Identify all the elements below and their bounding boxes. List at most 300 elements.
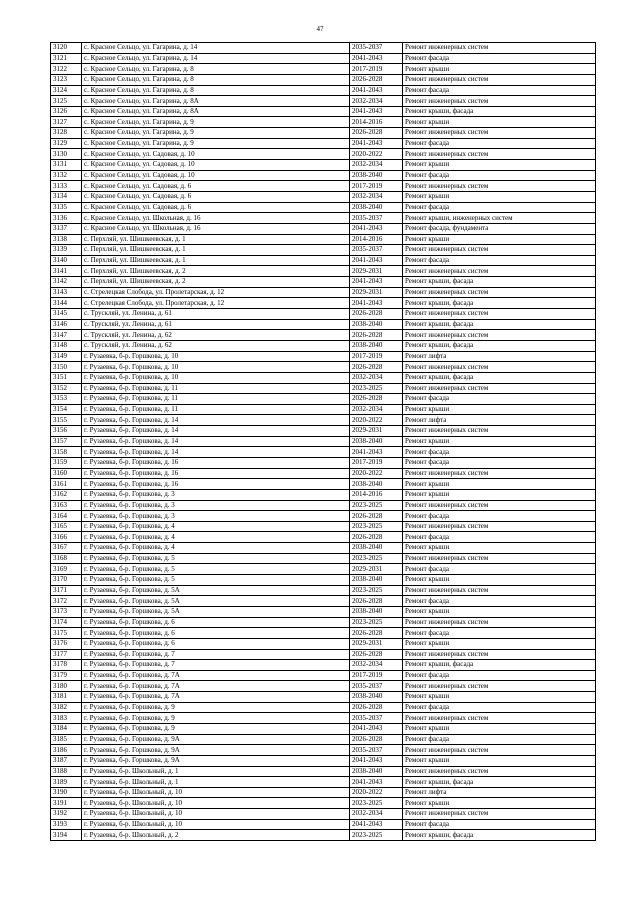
- table-row: [51, 149, 596, 160]
- period-cell: 2038-2040: [350, 319, 403, 330]
- row-number-cell: 3187: [51, 755, 82, 766]
- table-row: [51, 681, 596, 692]
- address-cell: г. Рузаевка, б-р. Горшкова, д. 9А: [82, 745, 350, 756]
- work-type-cell: Ремонт фасада: [403, 138, 596, 149]
- table-row: [51, 213, 596, 224]
- table-row: [51, 170, 596, 181]
- address-cell: с. Красное Сельцо, ул. Садовая, д. 6: [82, 181, 350, 192]
- work-type-cell: Ремонт инженерных систем: [403, 96, 596, 107]
- table-row: [51, 191, 596, 202]
- table-row: [51, 489, 596, 500]
- period-cell: 2023-2025: [350, 585, 403, 596]
- period-cell: 2026-2028: [350, 596, 403, 607]
- period-cell: 2041-2043: [350, 277, 403, 288]
- row-number-cell: 3133: [51, 181, 82, 192]
- row-number-cell: 3177: [51, 649, 82, 660]
- work-type-cell: Ремонт инженерных систем: [403, 149, 596, 160]
- address-cell: г. Рузаевка, б-р. Школьный, д. 1: [82, 766, 350, 777]
- row-number-cell: 3183: [51, 713, 82, 724]
- table-row: [51, 564, 596, 575]
- work-type-cell: Ремонт фасада: [403, 564, 596, 575]
- work-type-cell: Ремонт крыши: [403, 798, 596, 809]
- work-type-cell: Ремонт крыши: [403, 606, 596, 617]
- row-number-cell: 3148: [51, 340, 82, 351]
- table-row: [51, 713, 596, 724]
- address-cell: с. Красное Сельцо, ул. Гагарина, д. 8А: [82, 106, 350, 117]
- row-number-cell: 3131: [51, 160, 82, 171]
- row-number-cell: 3176: [51, 638, 82, 649]
- work-type-cell: Ремонт фасада: [403, 670, 596, 681]
- row-number-cell: 3137: [51, 223, 82, 234]
- period-cell: 2041-2043: [350, 138, 403, 149]
- work-type-cell: Ремонт фасада: [403, 170, 596, 181]
- work-type-cell: Ремонт фасада: [403, 819, 596, 830]
- address-cell: г. Рузаевка, б-р. Горшкова, д. 9: [82, 702, 350, 713]
- row-number-cell: 3181: [51, 692, 82, 703]
- row-number-cell: 3120: [51, 43, 82, 54]
- work-type-cell: Ремонт крыши, инженерных систем: [403, 213, 596, 224]
- table-row: [51, 202, 596, 213]
- period-cell: 2038-2040: [350, 340, 403, 351]
- table-row: [51, 809, 596, 820]
- table-row: [51, 447, 596, 458]
- address-cell: г. Рузаевка, б-р. Горшкова, д. 10: [82, 351, 350, 362]
- period-cell: 2026-2028: [350, 74, 403, 85]
- address-cell: с. Перхляй, ул. Шишкеевская, д. 2: [82, 266, 350, 277]
- row-number-cell: 3147: [51, 330, 82, 341]
- address-cell: г. Рузаевка, б-р. Горшкова, д. 11: [82, 383, 350, 394]
- table-row: [51, 266, 596, 277]
- row-number-cell: 3140: [51, 255, 82, 266]
- period-cell: 2032-2034: [350, 809, 403, 820]
- row-number-cell: 3123: [51, 74, 82, 85]
- period-cell: 2035-2037: [350, 245, 403, 256]
- period-cell: 2041-2043: [350, 53, 403, 64]
- work-type-cell: Ремонт лифта: [403, 787, 596, 798]
- period-cell: 2038-2040: [350, 766, 403, 777]
- period-cell: 2026-2028: [350, 734, 403, 745]
- address-cell: г. Рузаевка, б-р. Горшкова, д. 6: [82, 628, 350, 639]
- row-number-cell: 3182: [51, 702, 82, 713]
- table-row: [51, 692, 596, 703]
- row-number-cell: 3190: [51, 787, 82, 798]
- table-row: [51, 234, 596, 245]
- period-cell: 2023-2025: [350, 830, 403, 841]
- address-cell: г. Рузаевка, б-р. Школьный, д. 10: [82, 809, 350, 820]
- work-type-cell: Ремонт фасада: [403, 596, 596, 607]
- work-type-cell: Ремонт инженерных систем: [403, 500, 596, 511]
- period-cell: 2038-2040: [350, 202, 403, 213]
- table-row: [51, 766, 596, 777]
- row-number-cell: 3185: [51, 734, 82, 745]
- address-cell: г. Рузаевка, б-р. Горшкова, д. 9А: [82, 734, 350, 745]
- row-number-cell: 3126: [51, 106, 82, 117]
- period-cell: 2038-2040: [350, 543, 403, 554]
- row-number-cell: 3142: [51, 277, 82, 288]
- work-type-cell: Ремонт крыши: [403, 404, 596, 415]
- row-number-cell: 3145: [51, 309, 82, 320]
- address-cell: с. Трускляй, ул. Ленина, д. 61: [82, 309, 350, 320]
- address-cell: г. Рузаевка, б-р. Горшкова, д. 14: [82, 426, 350, 437]
- work-type-cell: Ремонт крыши, фасада: [403, 830, 596, 841]
- table-row: [51, 330, 596, 341]
- address-cell: г. Рузаевка, б-р. Горшкова, д. 7А: [82, 681, 350, 692]
- work-type-cell: Ремонт инженерных систем: [403, 287, 596, 298]
- address-cell: г. Рузаевка, б-р. Школьный, д. 10: [82, 819, 350, 830]
- address-cell: г. Рузаевка, б-р. Школьный, д. 10: [82, 787, 350, 798]
- work-type-cell: Ремонт инженерных систем: [403, 713, 596, 724]
- address-cell: с. Красное Сельцо, ул. Садовая, д. 10: [82, 160, 350, 171]
- table-row: [51, 181, 596, 192]
- row-number-cell: 3144: [51, 298, 82, 309]
- address-cell: г. Рузаевка, б-р. Горшкова, д. 9: [82, 724, 350, 735]
- period-cell: 2026-2028: [350, 649, 403, 660]
- table-row: [51, 106, 596, 117]
- address-cell: г. Рузаевка, б-р. Горшкова, д. 3: [82, 511, 350, 522]
- table-row: [51, 117, 596, 128]
- period-cell: 2038-2040: [350, 606, 403, 617]
- work-type-cell: Ремонт инженерных систем: [403, 585, 596, 596]
- table-row: [51, 553, 596, 564]
- period-cell: 2029-2031: [350, 266, 403, 277]
- period-cell: 2026-2028: [350, 330, 403, 341]
- table-row: [51, 372, 596, 383]
- period-cell: 2023-2025: [350, 500, 403, 511]
- address-cell: с. Перхляй, ул. Шишкеевская, д. 2: [82, 277, 350, 288]
- table-row: [51, 819, 596, 830]
- row-number-cell: 3129: [51, 138, 82, 149]
- address-cell: с. Красное Сельцо, ул. Школьная, д. 16: [82, 213, 350, 224]
- address-cell: г. Рузаевка, б-р. Горшкова, д. 5: [82, 564, 350, 575]
- table-row: [51, 670, 596, 681]
- table-row: [51, 755, 596, 766]
- work-type-cell: Ремонт крыши: [403, 575, 596, 586]
- table-row: [51, 798, 596, 809]
- period-cell: 2041-2043: [350, 755, 403, 766]
- address-cell: г. Рузаевка, б-р. Горшкова, д. 5: [82, 553, 350, 564]
- work-type-cell: Ремонт инженерных систем: [403, 245, 596, 256]
- period-cell: 2023-2025: [350, 383, 403, 394]
- row-number-cell: 3156: [51, 426, 82, 437]
- work-type-cell: Ремонт фасада: [403, 447, 596, 458]
- table-row: [51, 702, 596, 713]
- period-cell: 2029-2031: [350, 564, 403, 575]
- table-row: [51, 479, 596, 490]
- work-type-cell: Ремонт инженерных систем: [403, 43, 596, 54]
- period-cell: 2014-2016: [350, 117, 403, 128]
- row-number-cell: 3173: [51, 606, 82, 617]
- work-type-cell: Ремонт крыши: [403, 543, 596, 554]
- period-cell: 2038-2040: [350, 170, 403, 181]
- work-type-cell: Ремонт инженерных систем: [403, 330, 596, 341]
- work-type-cell: Ремонт инженерных систем: [403, 426, 596, 437]
- table-row: [51, 830, 596, 841]
- period-cell: 2026-2028: [350, 309, 403, 320]
- row-number-cell: 3121: [51, 53, 82, 64]
- row-number-cell: 3143: [51, 287, 82, 298]
- row-number-cell: 3169: [51, 564, 82, 575]
- table-row: [51, 777, 596, 788]
- period-cell: 2026-2028: [350, 628, 403, 639]
- address-cell: с. Красное Сельцо, ул. Садовая, д. 10: [82, 170, 350, 181]
- address-cell: г. Рузаевка, б-р. Горшкова, д. 11: [82, 394, 350, 405]
- address-cell: г. Рузаевка, б-р. Горшкова, д. 10: [82, 372, 350, 383]
- address-cell: г. Рузаевка, б-р. Горшкова, д. 9: [82, 713, 350, 724]
- table-row: [51, 617, 596, 628]
- period-cell: 2026-2028: [350, 394, 403, 405]
- row-number-cell: 3165: [51, 521, 82, 532]
- period-cell: 2026-2028: [350, 702, 403, 713]
- address-cell: г. Рузаевка, б-р. Горшкова, д. 7: [82, 649, 350, 660]
- work-type-cell: Ремонт лифта: [403, 351, 596, 362]
- table-row: [51, 245, 596, 256]
- row-number-cell: 3179: [51, 670, 82, 681]
- work-type-cell: Ремонт инженерных систем: [403, 649, 596, 660]
- period-cell: 2017-2019: [350, 670, 403, 681]
- work-type-cell: Ремонт крыши, фасада: [403, 372, 596, 383]
- work-type-cell: Ремонт крыши: [403, 234, 596, 245]
- address-cell: с. Красное Сельцо, ул. Гагарина, д. 14: [82, 43, 350, 54]
- address-cell: г. Рузаевка, б-р. Горшкова, д. 9А: [82, 755, 350, 766]
- table-row: [51, 160, 596, 171]
- table-row: [51, 85, 596, 96]
- period-cell: 2032-2034: [350, 372, 403, 383]
- table-row: [51, 138, 596, 149]
- period-cell: 2017-2019: [350, 64, 403, 75]
- table-row: [51, 724, 596, 735]
- row-number-cell: 3153: [51, 394, 82, 405]
- address-cell: с. Красное Сельцо, ул. Школьная, д. 16: [82, 223, 350, 234]
- row-number-cell: 3166: [51, 532, 82, 543]
- table-row: [51, 585, 596, 596]
- address-cell: с. Красное Сельцо, ул. Гагарина, д. 8: [82, 85, 350, 96]
- row-number-cell: 3136: [51, 213, 82, 224]
- address-cell: г. Рузаевка, б-р. Школьный, д. 2: [82, 830, 350, 841]
- period-cell: 2023-2025: [350, 521, 403, 532]
- table-row: [51, 415, 596, 426]
- period-cell: 2017-2019: [350, 457, 403, 468]
- period-cell: 2026-2028: [350, 532, 403, 543]
- table-row: [51, 383, 596, 394]
- row-number-cell: 3122: [51, 64, 82, 75]
- work-type-cell: Ремонт инженерных систем: [403, 681, 596, 692]
- address-cell: с. Красное Сельцо, ул. Гагарина, д. 14: [82, 53, 350, 64]
- address-cell: г. Рузаевка, б-р. Школьный, д. 1: [82, 777, 350, 788]
- table-row: [51, 255, 596, 266]
- work-type-cell: Ремонт инженерных систем: [403, 809, 596, 820]
- work-type-cell: Ремонт крыши: [403, 479, 596, 490]
- row-number-cell: 3192: [51, 809, 82, 820]
- row-number-cell: 3127: [51, 117, 82, 128]
- address-cell: с. Красное Сельцо, ул. Гагарина, д. 9: [82, 138, 350, 149]
- period-cell: 2017-2019: [350, 351, 403, 362]
- table-row: [51, 298, 596, 309]
- work-type-cell: Ремонт крыши: [403, 638, 596, 649]
- period-cell: 2032-2034: [350, 160, 403, 171]
- work-type-cell: Ремонт крыши, фасада: [403, 319, 596, 330]
- row-number-cell: 3188: [51, 766, 82, 777]
- work-type-cell: Ремонт крыши, фасада: [403, 660, 596, 671]
- period-cell: 2026-2028: [350, 511, 403, 522]
- table-row: [51, 649, 596, 660]
- address-cell: с. Красное Сельцо, ул. Гагарина, д. 9: [82, 117, 350, 128]
- period-cell: 2032-2034: [350, 191, 403, 202]
- table-row: [51, 394, 596, 405]
- work-type-cell: Ремонт фасада: [403, 394, 596, 405]
- work-type-cell: Ремонт крыши: [403, 692, 596, 703]
- address-cell: г. Рузаевка, б-р. Горшкова, д. 6: [82, 638, 350, 649]
- repair-schedule-table: [50, 42, 596, 841]
- table-row: [51, 53, 596, 64]
- address-cell: с. Красное Сельцо, ул. Садовая, д. 10: [82, 149, 350, 160]
- address-cell: с. Красное Сельцо, ул. Садовая, д. 6: [82, 191, 350, 202]
- row-number-cell: 3189: [51, 777, 82, 788]
- table-row: [51, 660, 596, 671]
- address-cell: г. Рузаевка, б-р. Горшкова, д. 7А: [82, 670, 350, 681]
- address-cell: с. Красное Сельцо, ул. Гагарина, д. 9: [82, 128, 350, 139]
- work-type-cell: Ремонт инженерных систем: [403, 766, 596, 777]
- period-cell: 2035-2037: [350, 745, 403, 756]
- work-type-cell: Ремонт фасада: [403, 53, 596, 64]
- work-type-cell: Ремонт крыши: [403, 489, 596, 500]
- address-cell: г. Рузаевка, б-р. Горшкова, д. 4: [82, 532, 350, 543]
- row-number-cell: 3178: [51, 660, 82, 671]
- address-cell: г. Рузаевка, б-р. Горшкова, д. 3: [82, 489, 350, 500]
- table-row: [51, 511, 596, 522]
- work-type-cell: Ремонт крыши: [403, 191, 596, 202]
- table-row: [51, 128, 596, 139]
- address-cell: с. Трускляй, ул. Ленина, д. 61: [82, 319, 350, 330]
- row-number-cell: 3172: [51, 596, 82, 607]
- table-row: [51, 362, 596, 373]
- period-cell: 2038-2040: [350, 436, 403, 447]
- address-cell: г. Рузаевка, б-р. Горшкова, д. 5А: [82, 606, 350, 617]
- page-number: 47: [316, 25, 324, 33]
- address-cell: с. Трускляй, ул. Ленина, д. 62: [82, 340, 350, 351]
- work-type-cell: Ремонт крыши: [403, 724, 596, 735]
- work-type-cell: Ремонт фасада: [403, 628, 596, 639]
- table-row: [51, 43, 596, 54]
- address-cell: с. Перхляй, ул. Шишкеевская, д. 1: [82, 255, 350, 266]
- table-row: [51, 745, 596, 756]
- row-number-cell: 3167: [51, 543, 82, 554]
- row-number-cell: 3170: [51, 575, 82, 586]
- period-cell: 2035-2037: [350, 681, 403, 692]
- work-type-cell: Ремонт крыши, фасада: [403, 777, 596, 788]
- table-row: [51, 340, 596, 351]
- period-cell: 2041-2043: [350, 255, 403, 266]
- address-cell: г. Рузаевка, б-р. Горшкова, д. 14: [82, 415, 350, 426]
- table-row: [51, 287, 596, 298]
- row-number-cell: 3180: [51, 681, 82, 692]
- row-number-cell: 3186: [51, 745, 82, 756]
- table-row: [51, 596, 596, 607]
- row-number-cell: 3194: [51, 830, 82, 841]
- row-number-cell: 3184: [51, 724, 82, 735]
- period-cell: 2014-2016: [350, 234, 403, 245]
- work-type-cell: Ремонт крыши: [403, 755, 596, 766]
- table-row: [51, 575, 596, 586]
- address-cell: г. Рузаевка, б-р. Горшкова, д. 6: [82, 617, 350, 628]
- row-number-cell: 3158: [51, 447, 82, 458]
- period-cell: 2038-2040: [350, 692, 403, 703]
- table-row: [51, 521, 596, 532]
- work-type-cell: Ремонт инженерных систем: [403, 362, 596, 373]
- work-type-cell: Ремонт фасада: [403, 255, 596, 266]
- work-type-cell: Ремонт фасада: [403, 511, 596, 522]
- row-number-cell: 3175: [51, 628, 82, 639]
- period-cell: 2020-2022: [350, 787, 403, 798]
- period-cell: 2017-2019: [350, 181, 403, 192]
- period-cell: 2026-2028: [350, 362, 403, 373]
- period-cell: 2038-2040: [350, 479, 403, 490]
- period-cell: 2041-2043: [350, 447, 403, 458]
- row-number-cell: 3138: [51, 234, 82, 245]
- row-number-cell: 3161: [51, 479, 82, 490]
- period-cell: 2020-2022: [350, 415, 403, 426]
- table-row: [51, 351, 596, 362]
- table-row: [51, 436, 596, 447]
- table-row: [51, 404, 596, 415]
- work-type-cell: Ремонт инженерных систем: [403, 617, 596, 628]
- row-number-cell: 3193: [51, 819, 82, 830]
- address-cell: с. Красное Сельцо, ул. Гагарина, д. 8: [82, 74, 350, 85]
- row-number-cell: 3164: [51, 511, 82, 522]
- work-type-cell: Ремонт фасада, фундамента: [403, 223, 596, 234]
- table-row: [51, 277, 596, 288]
- row-number-cell: 3132: [51, 170, 82, 181]
- work-type-cell: Ремонт крыши: [403, 436, 596, 447]
- address-cell: г. Рузаевка, б-р. Горшкова, д. 5А: [82, 596, 350, 607]
- row-number-cell: 3151: [51, 372, 82, 383]
- table-row: [51, 223, 596, 234]
- row-number-cell: 3135: [51, 202, 82, 213]
- work-type-cell: Ремонт крыши, фасада: [403, 106, 596, 117]
- period-cell: 2023-2025: [350, 617, 403, 628]
- period-cell: 2023-2025: [350, 798, 403, 809]
- period-cell: 2035-2037: [350, 213, 403, 224]
- address-cell: г. Рузаевка, б-р. Горшкова, д. 11: [82, 404, 350, 415]
- table-row: [51, 606, 596, 617]
- work-type-cell: Ремонт крыши, фасада: [403, 340, 596, 351]
- work-type-cell: Ремонт инженерных систем: [403, 745, 596, 756]
- period-cell: 2029-2031: [350, 426, 403, 437]
- table-row: [51, 787, 596, 798]
- address-cell: г. Рузаевка, б-р. Горшкова, д. 10: [82, 362, 350, 373]
- table-row: [51, 64, 596, 75]
- work-type-cell: Ремонт инженерных систем: [403, 74, 596, 85]
- address-cell: с. Красное Сельцо, ул. Гагарина, д. 8: [82, 64, 350, 75]
- work-type-cell: Ремонт инженерных систем: [403, 128, 596, 139]
- address-cell: г. Рузаевка, б-р. Горшкова, д. 14: [82, 447, 350, 458]
- period-cell: 2041-2043: [350, 777, 403, 788]
- address-cell: г. Рузаевка, б-р. Горшкова, д. 4: [82, 543, 350, 554]
- address-cell: с. Трускляй, ул. Ленина, д. 62: [82, 330, 350, 341]
- work-type-cell: Ремонт фасада: [403, 85, 596, 96]
- work-type-cell: Ремонт крыши: [403, 117, 596, 128]
- row-number-cell: 3125: [51, 96, 82, 107]
- row-number-cell: 3162: [51, 489, 82, 500]
- period-cell: 2023-2025: [350, 553, 403, 564]
- work-type-cell: Ремонт фасада: [403, 202, 596, 213]
- period-cell: 2041-2043: [350, 85, 403, 96]
- address-cell: г. Рузаевка, б-р. Горшкова, д. 14: [82, 436, 350, 447]
- work-type-cell: Ремонт инженерных систем: [403, 383, 596, 394]
- address-cell: г. Рузаевка, б-р. Горшкова, д. 16: [82, 468, 350, 479]
- row-number-cell: 3130: [51, 149, 82, 160]
- work-type-cell: Ремонт фасада: [403, 532, 596, 543]
- row-number-cell: 3141: [51, 266, 82, 277]
